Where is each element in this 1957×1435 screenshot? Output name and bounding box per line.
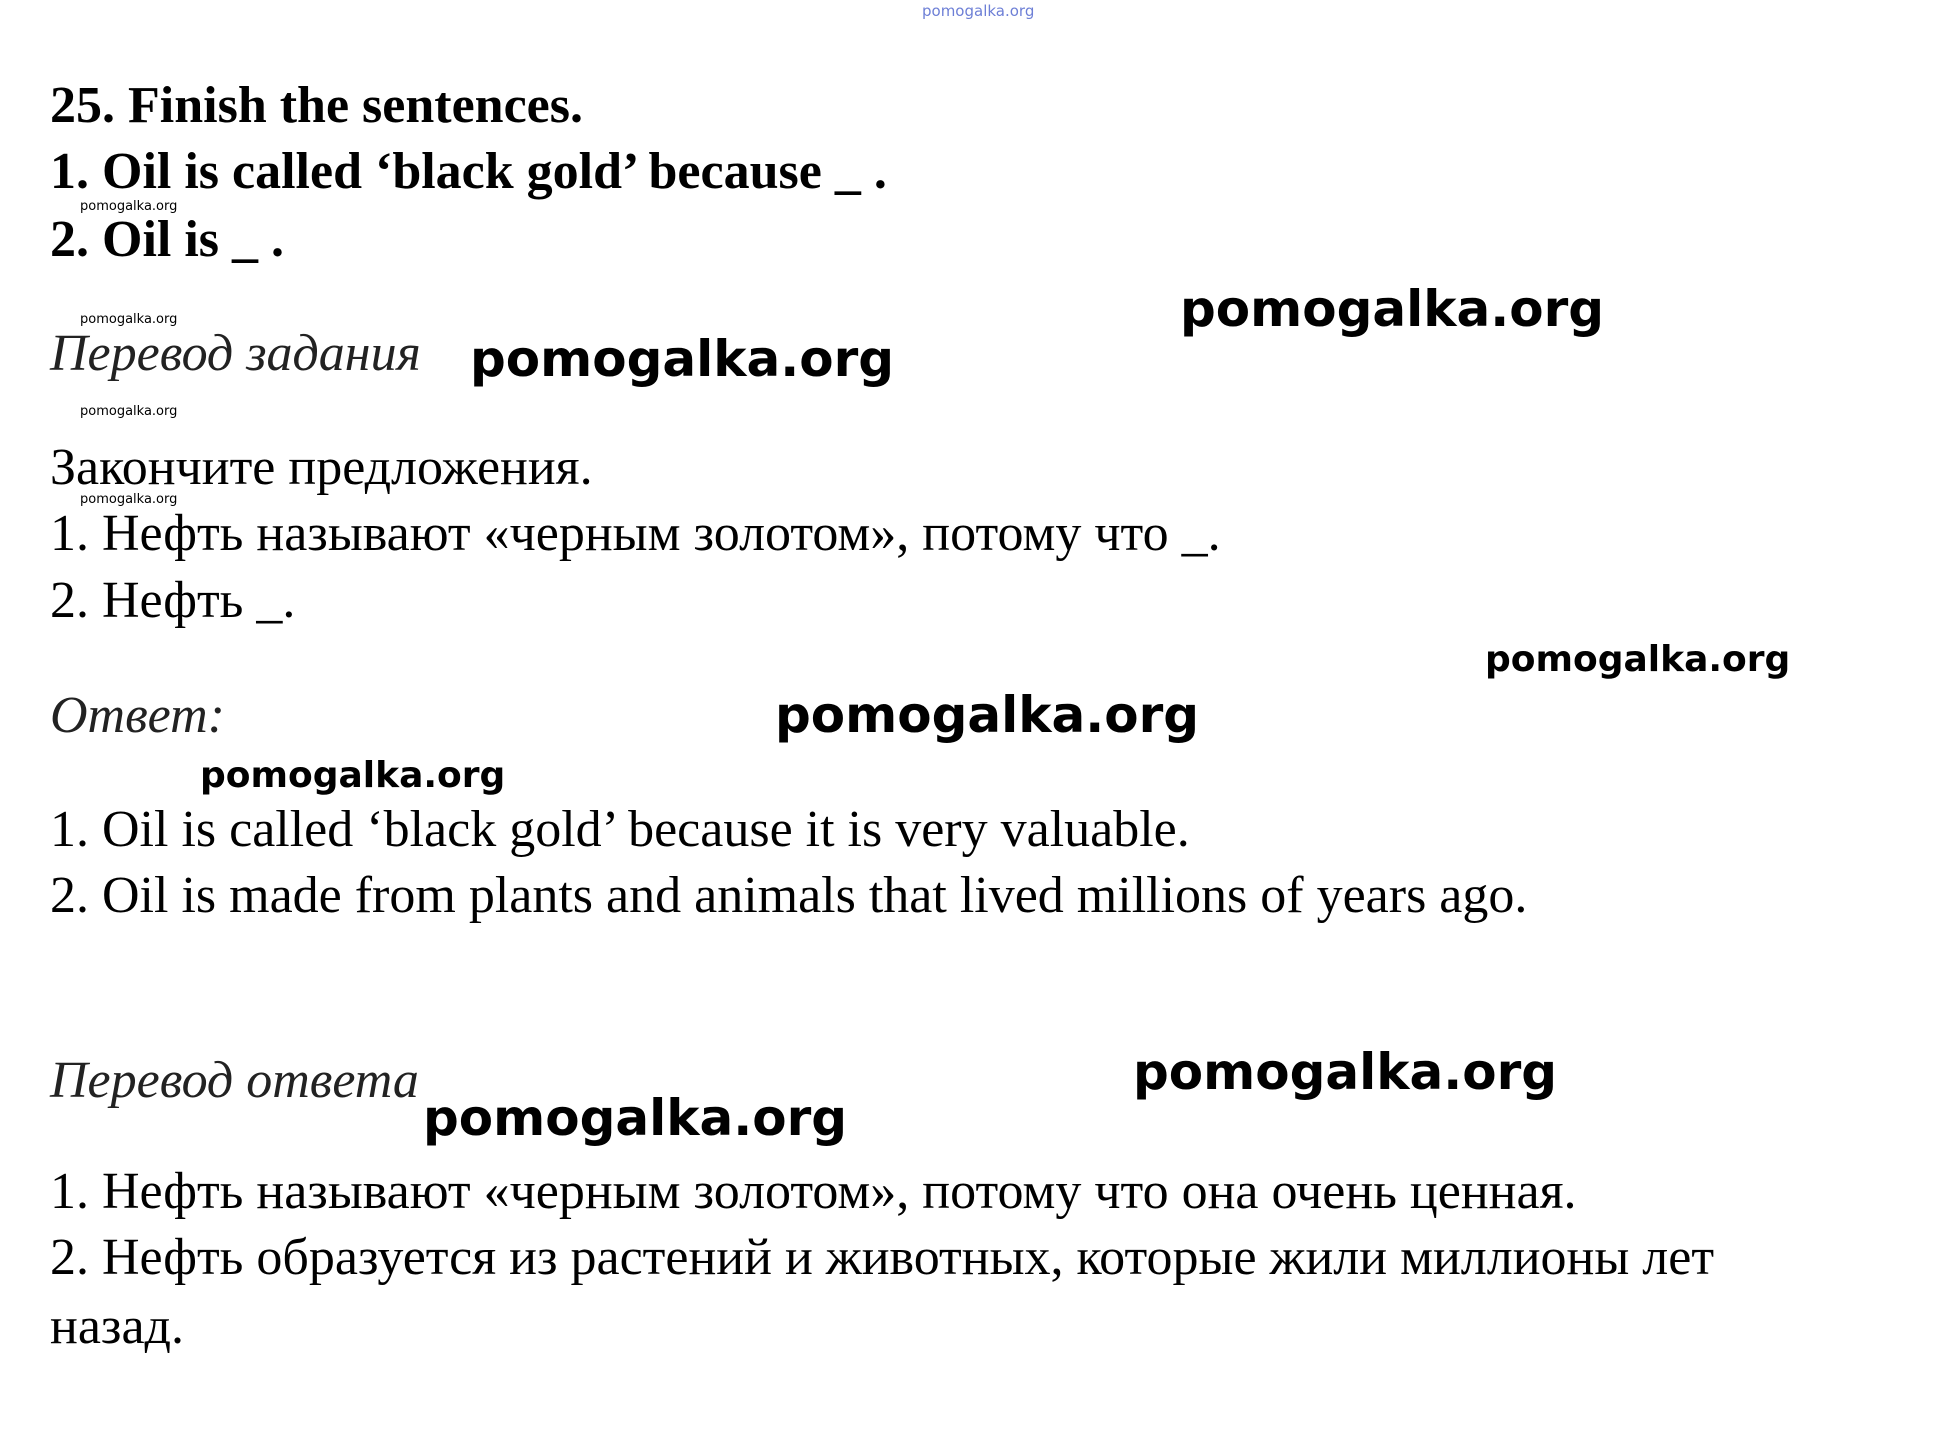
task-translation-item-1: 1. Нефть называют «черным золотом», потому что _. — [50, 505, 1221, 562]
watermark-large: pomogalka.org — [423, 1089, 848, 1147]
watermark-large: pomogalka.org — [470, 330, 895, 388]
answer-translation-continuation: назад. — [50, 1298, 184, 1355]
task-translation-heading: Закончите предложения. — [50, 439, 593, 496]
task-item-1: 1. Oil is called ‘black gold’ because _ . — [50, 143, 887, 200]
task-translation-item-2: 2. Нефть _. — [50, 572, 296, 629]
watermark-small: pomogalka.org — [80, 492, 178, 507]
watermark-large: pomogalka.org — [775, 686, 1200, 744]
watermark-medium: pomogalka.org — [1485, 639, 1791, 680]
watermark-small: pomogalka.org — [80, 199, 178, 214]
answer-item-2: 2. Oil is made from plants and animals that lived millions of years ago. — [50, 867, 1528, 924]
watermark-medium: pomogalka.org — [200, 755, 506, 796]
watermark-small: pomogalka.org — [80, 312, 178, 327]
task-item-2: 2. Oil is _ . — [50, 211, 285, 268]
answer-translation-item-1: 1. Нефть называют «черным золотом», потому что она очень ценная. — [50, 1163, 1577, 1220]
watermark-large: pomogalka.org — [1180, 280, 1605, 338]
watermark-large: pomogalka.org — [1133, 1043, 1558, 1101]
watermark-small: pomogalka.org — [80, 404, 178, 419]
answer-label: Ответ: — [50, 687, 225, 744]
task-translation-label: Перевод задания — [50, 325, 421, 382]
answer-translation-label: Перевод ответа — [50, 1052, 419, 1109]
answer-item-1: 1. Oil is called ‘black gold’ because it is very valuable. — [50, 801, 1190, 858]
answer-translation-item-2: 2. Нефть образуется из растений и животных, которые жили миллионы лет — [50, 1229, 1715, 1286]
task-heading: 25. Finish the sentences. — [50, 77, 583, 134]
watermark-top: pomogalka.org — [922, 2, 1035, 20]
